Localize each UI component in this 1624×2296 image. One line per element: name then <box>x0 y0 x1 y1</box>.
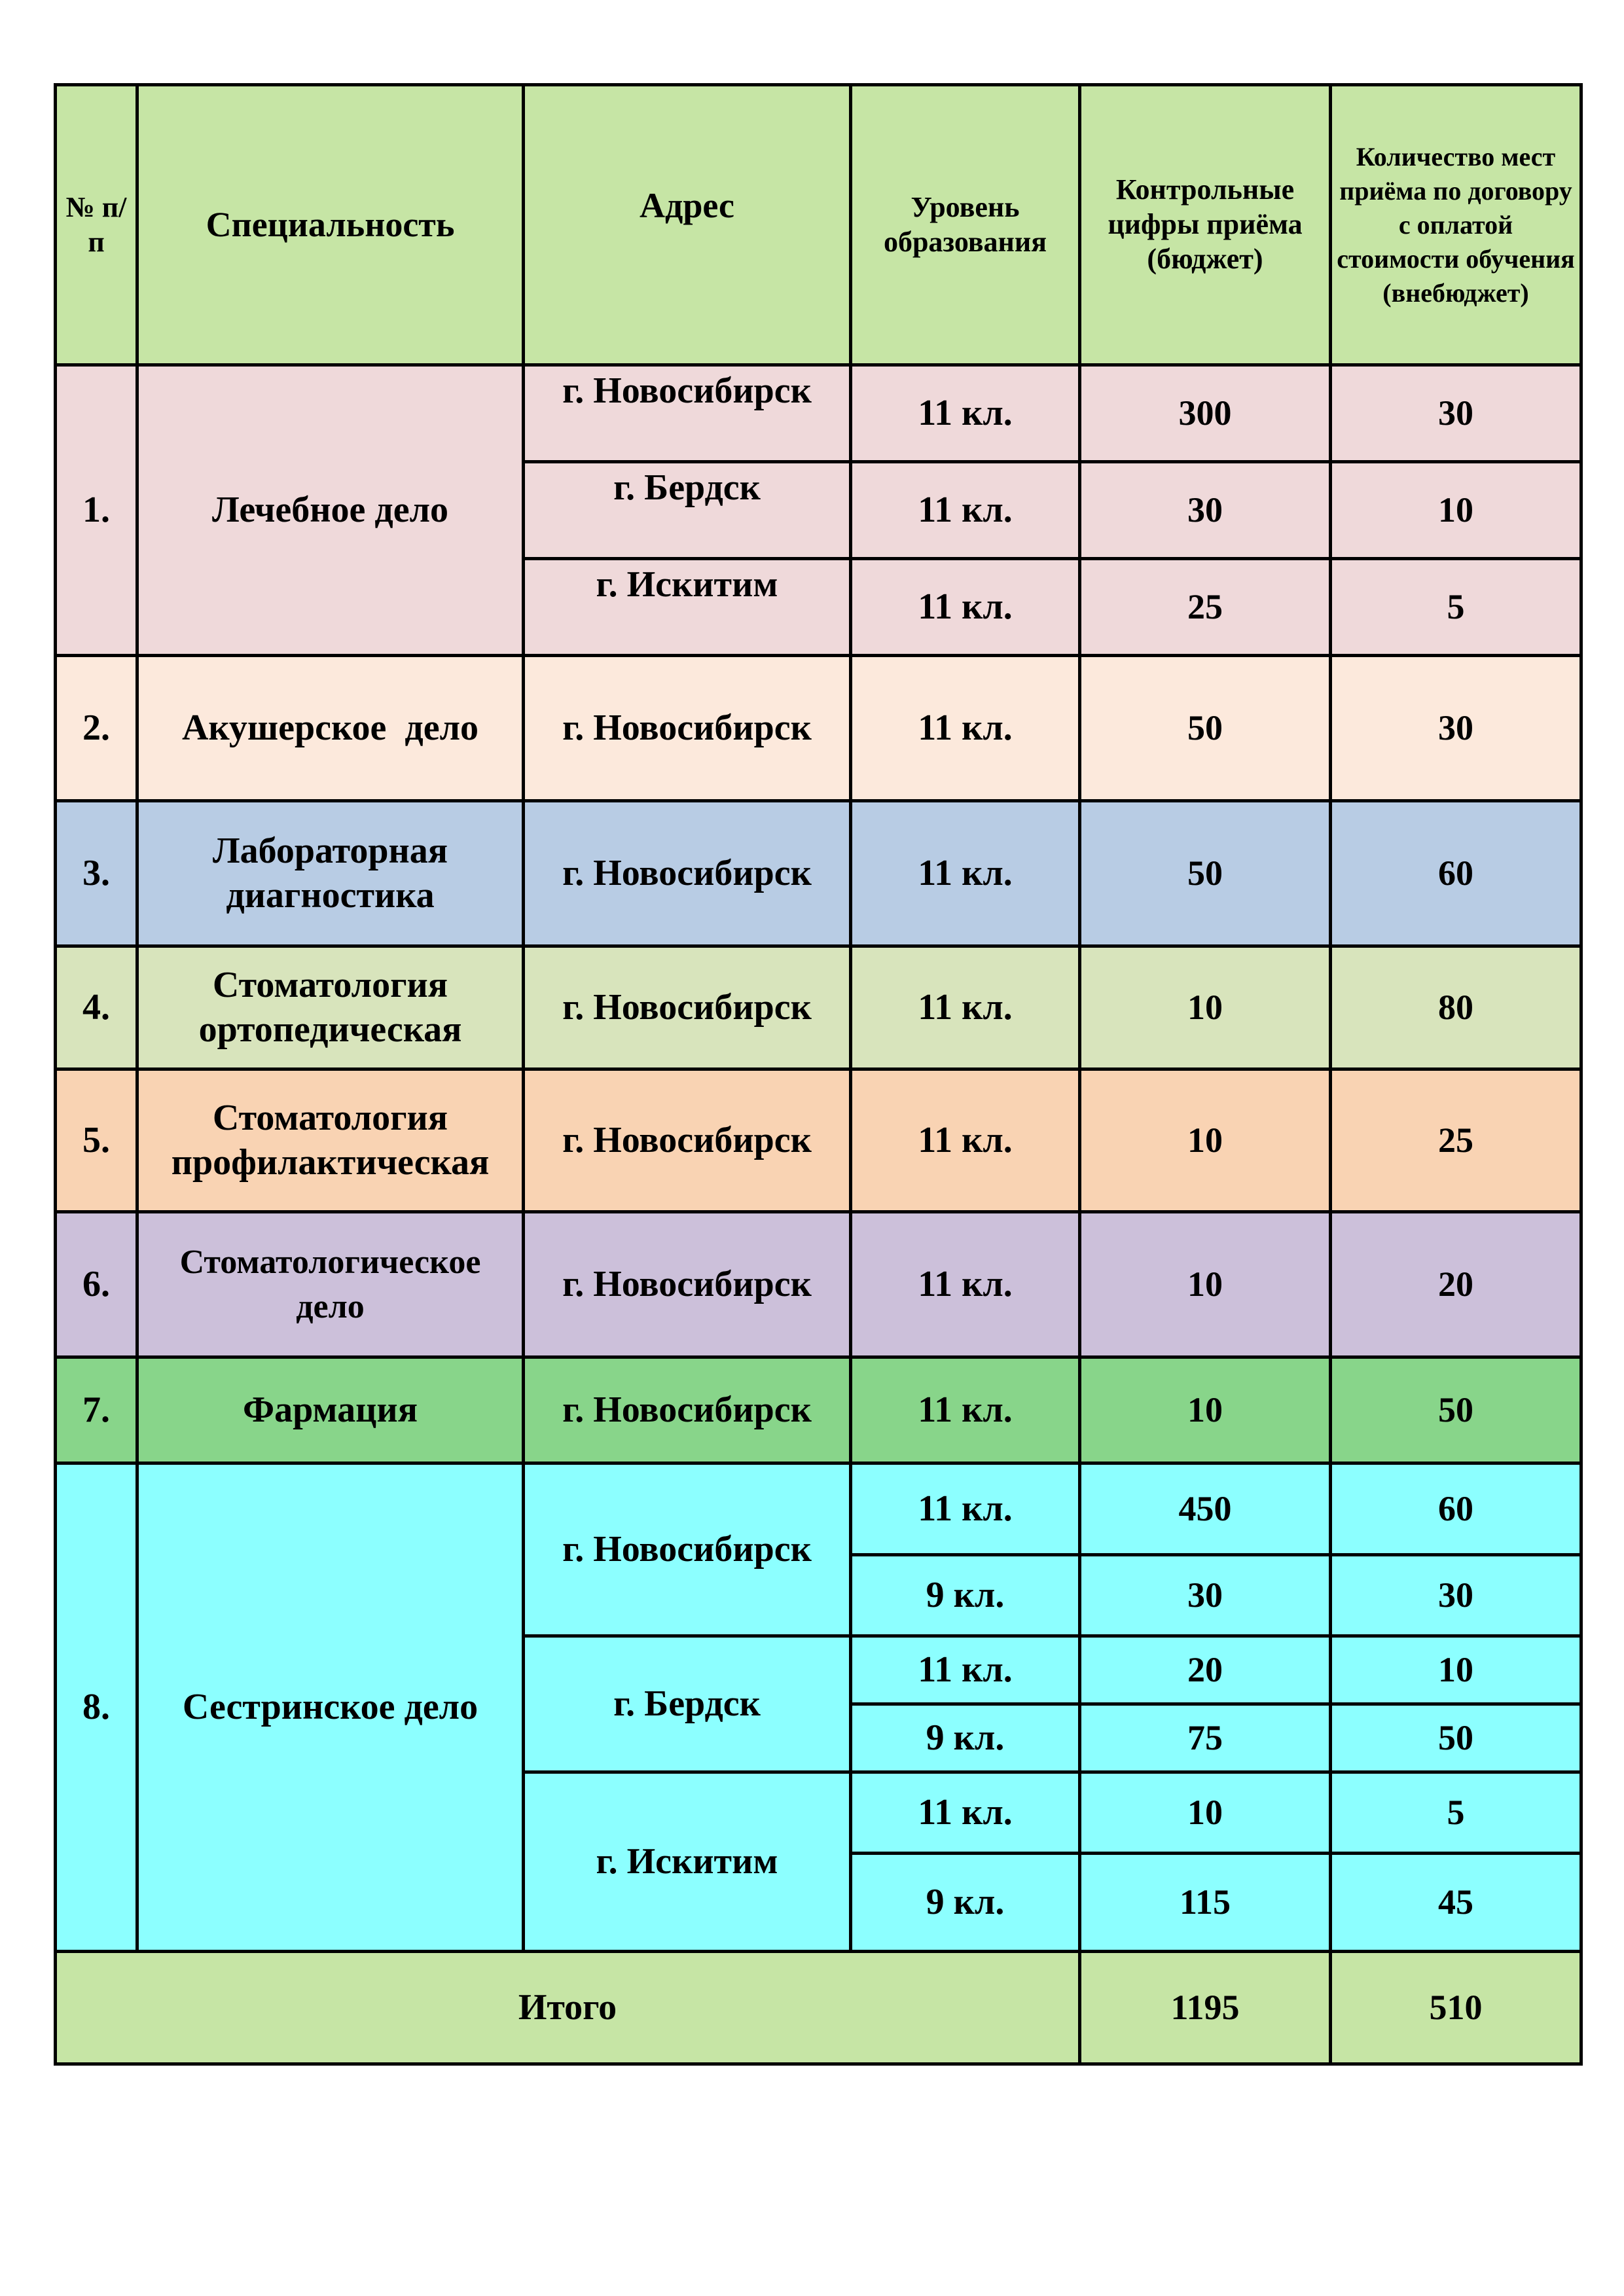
row-address: г. Новосибирск <box>524 1357 851 1463</box>
row-paid: 60 <box>1331 1463 1581 1555</box>
row-specialty: Лечебное дело <box>137 365 524 656</box>
header-row <box>56 85 1581 365</box>
row-budget: 10 <box>1080 1772 1331 1854</box>
row-budget: 30 <box>1080 1555 1331 1636</box>
row-budget: 10 <box>1080 1212 1331 1357</box>
row-budget: 25 <box>1080 559 1331 656</box>
table-row <box>56 946 1581 1069</box>
table-row <box>56 801 1581 946</box>
row-address: г. Новосибирск <box>524 1212 851 1357</box>
row-budget: 30 <box>1080 462 1331 559</box>
row-level: 9 кл. <box>851 1854 1080 1952</box>
row-paid: 30 <box>1331 656 1581 801</box>
row-address: г. Бердск <box>524 1636 851 1772</box>
row-paid: 25 <box>1331 1069 1581 1212</box>
header-address: Адрес <box>524 85 851 365</box>
row-paid: 10 <box>1331 1636 1581 1704</box>
row-level: 11 кл. <box>851 365 1080 462</box>
row-address: г. Новосибирск <box>524 656 851 801</box>
row-address: г. Новосибирск <box>524 365 851 462</box>
total-budget: 1195 <box>1080 1952 1331 2064</box>
row-num: 2. <box>56 656 137 801</box>
row-paid: 10 <box>1331 462 1581 559</box>
table-row <box>56 656 1581 801</box>
row-paid: 30 <box>1331 365 1581 462</box>
header-paid: Количество мест приёма по договору с оплатой стоимости обучения (внебюджет) <box>1331 85 1581 365</box>
row-paid: 45 <box>1331 1854 1581 1952</box>
total-paid: 510 <box>1331 1952 1581 2064</box>
row-budget: 115 <box>1080 1854 1331 1952</box>
row-num: 5. <box>56 1069 137 1212</box>
header-num: № п/п <box>56 85 137 365</box>
row-level: 11 кл. <box>851 559 1080 656</box>
admission-table <box>54 83 1583 2066</box>
row-address: г. Бердск <box>524 462 851 559</box>
row-level: 11 кл. <box>851 1357 1080 1463</box>
row-level: 11 кл. <box>851 1463 1080 1555</box>
row-paid: 80 <box>1331 946 1581 1069</box>
row-budget: 20 <box>1080 1636 1331 1704</box>
row-address: г. Искитим <box>524 559 851 656</box>
row-num: 3. <box>56 801 137 946</box>
row-budget: 10 <box>1080 946 1331 1069</box>
row-level: 11 кл. <box>851 462 1080 559</box>
row-level: 11 кл. <box>851 801 1080 946</box>
row-level: 11 кл. <box>851 1069 1080 1212</box>
row-num: 7. <box>56 1357 137 1463</box>
row-paid: 60 <box>1331 801 1581 946</box>
row-paid: 5 <box>1331 1772 1581 1854</box>
row-budget: 10 <box>1080 1069 1331 1212</box>
row-address: г. Новосибирск <box>524 946 851 1069</box>
header-budget: Контрольные цифры приёма (бюджет) <box>1080 85 1331 365</box>
row-budget: 300 <box>1080 365 1331 462</box>
row-budget: 75 <box>1080 1704 1331 1772</box>
row-budget: 10 <box>1080 1357 1331 1463</box>
table-row <box>56 1212 1581 1357</box>
row-level: 11 кл. <box>851 656 1080 801</box>
row-paid: 50 <box>1331 1704 1581 1772</box>
row-paid: 30 <box>1331 1555 1581 1636</box>
row-specialty: Акушерское дело <box>137 656 524 801</box>
row-specialty: Лабораторная диагностика <box>137 801 524 946</box>
row-num: 8. <box>56 1463 137 1952</box>
row-address: г. Новосибирск <box>524 801 851 946</box>
row-level: 11 кл. <box>851 1212 1080 1357</box>
total-label: Итого <box>56 1952 1080 2064</box>
header-specialty: Специальность <box>137 85 524 365</box>
row-num: 4. <box>56 946 137 1069</box>
row-specialty: Стоматология профилактическая <box>137 1069 524 1212</box>
row-level: 11 кл. <box>851 1636 1080 1704</box>
row-level: 9 кл. <box>851 1704 1080 1772</box>
row-num: 6. <box>56 1212 137 1357</box>
total-row <box>56 1952 1581 2064</box>
row-budget: 50 <box>1080 801 1331 946</box>
row-num: 1. <box>56 365 137 656</box>
table-row <box>56 1357 1581 1463</box>
row-paid: 5 <box>1331 559 1581 656</box>
row-paid: 20 <box>1331 1212 1581 1357</box>
row-paid: 50 <box>1331 1357 1581 1463</box>
row-budget: 450 <box>1080 1463 1331 1555</box>
row-address: г. Новосибирск <box>524 1463 851 1636</box>
table-row <box>56 365 1581 462</box>
header-level: Уровень образования <box>851 85 1080 365</box>
row-level: 11 кл. <box>851 1772 1080 1854</box>
table-row <box>56 1463 1581 1555</box>
row-level: 11 кл. <box>851 946 1080 1069</box>
row-budget: 50 <box>1080 656 1331 801</box>
row-specialty: Фармация <box>137 1357 524 1463</box>
row-specialty: Стоматологическое дело <box>137 1212 524 1357</box>
row-specialty: Сестринское дело <box>137 1463 524 1952</box>
row-address: г. Искитим <box>524 1772 851 1952</box>
row-specialty: Стоматология ортопедическая <box>137 946 524 1069</box>
row-address: г. Новосибирск <box>524 1069 851 1212</box>
table-row <box>56 1069 1581 1212</box>
row-level: 9 кл. <box>851 1555 1080 1636</box>
